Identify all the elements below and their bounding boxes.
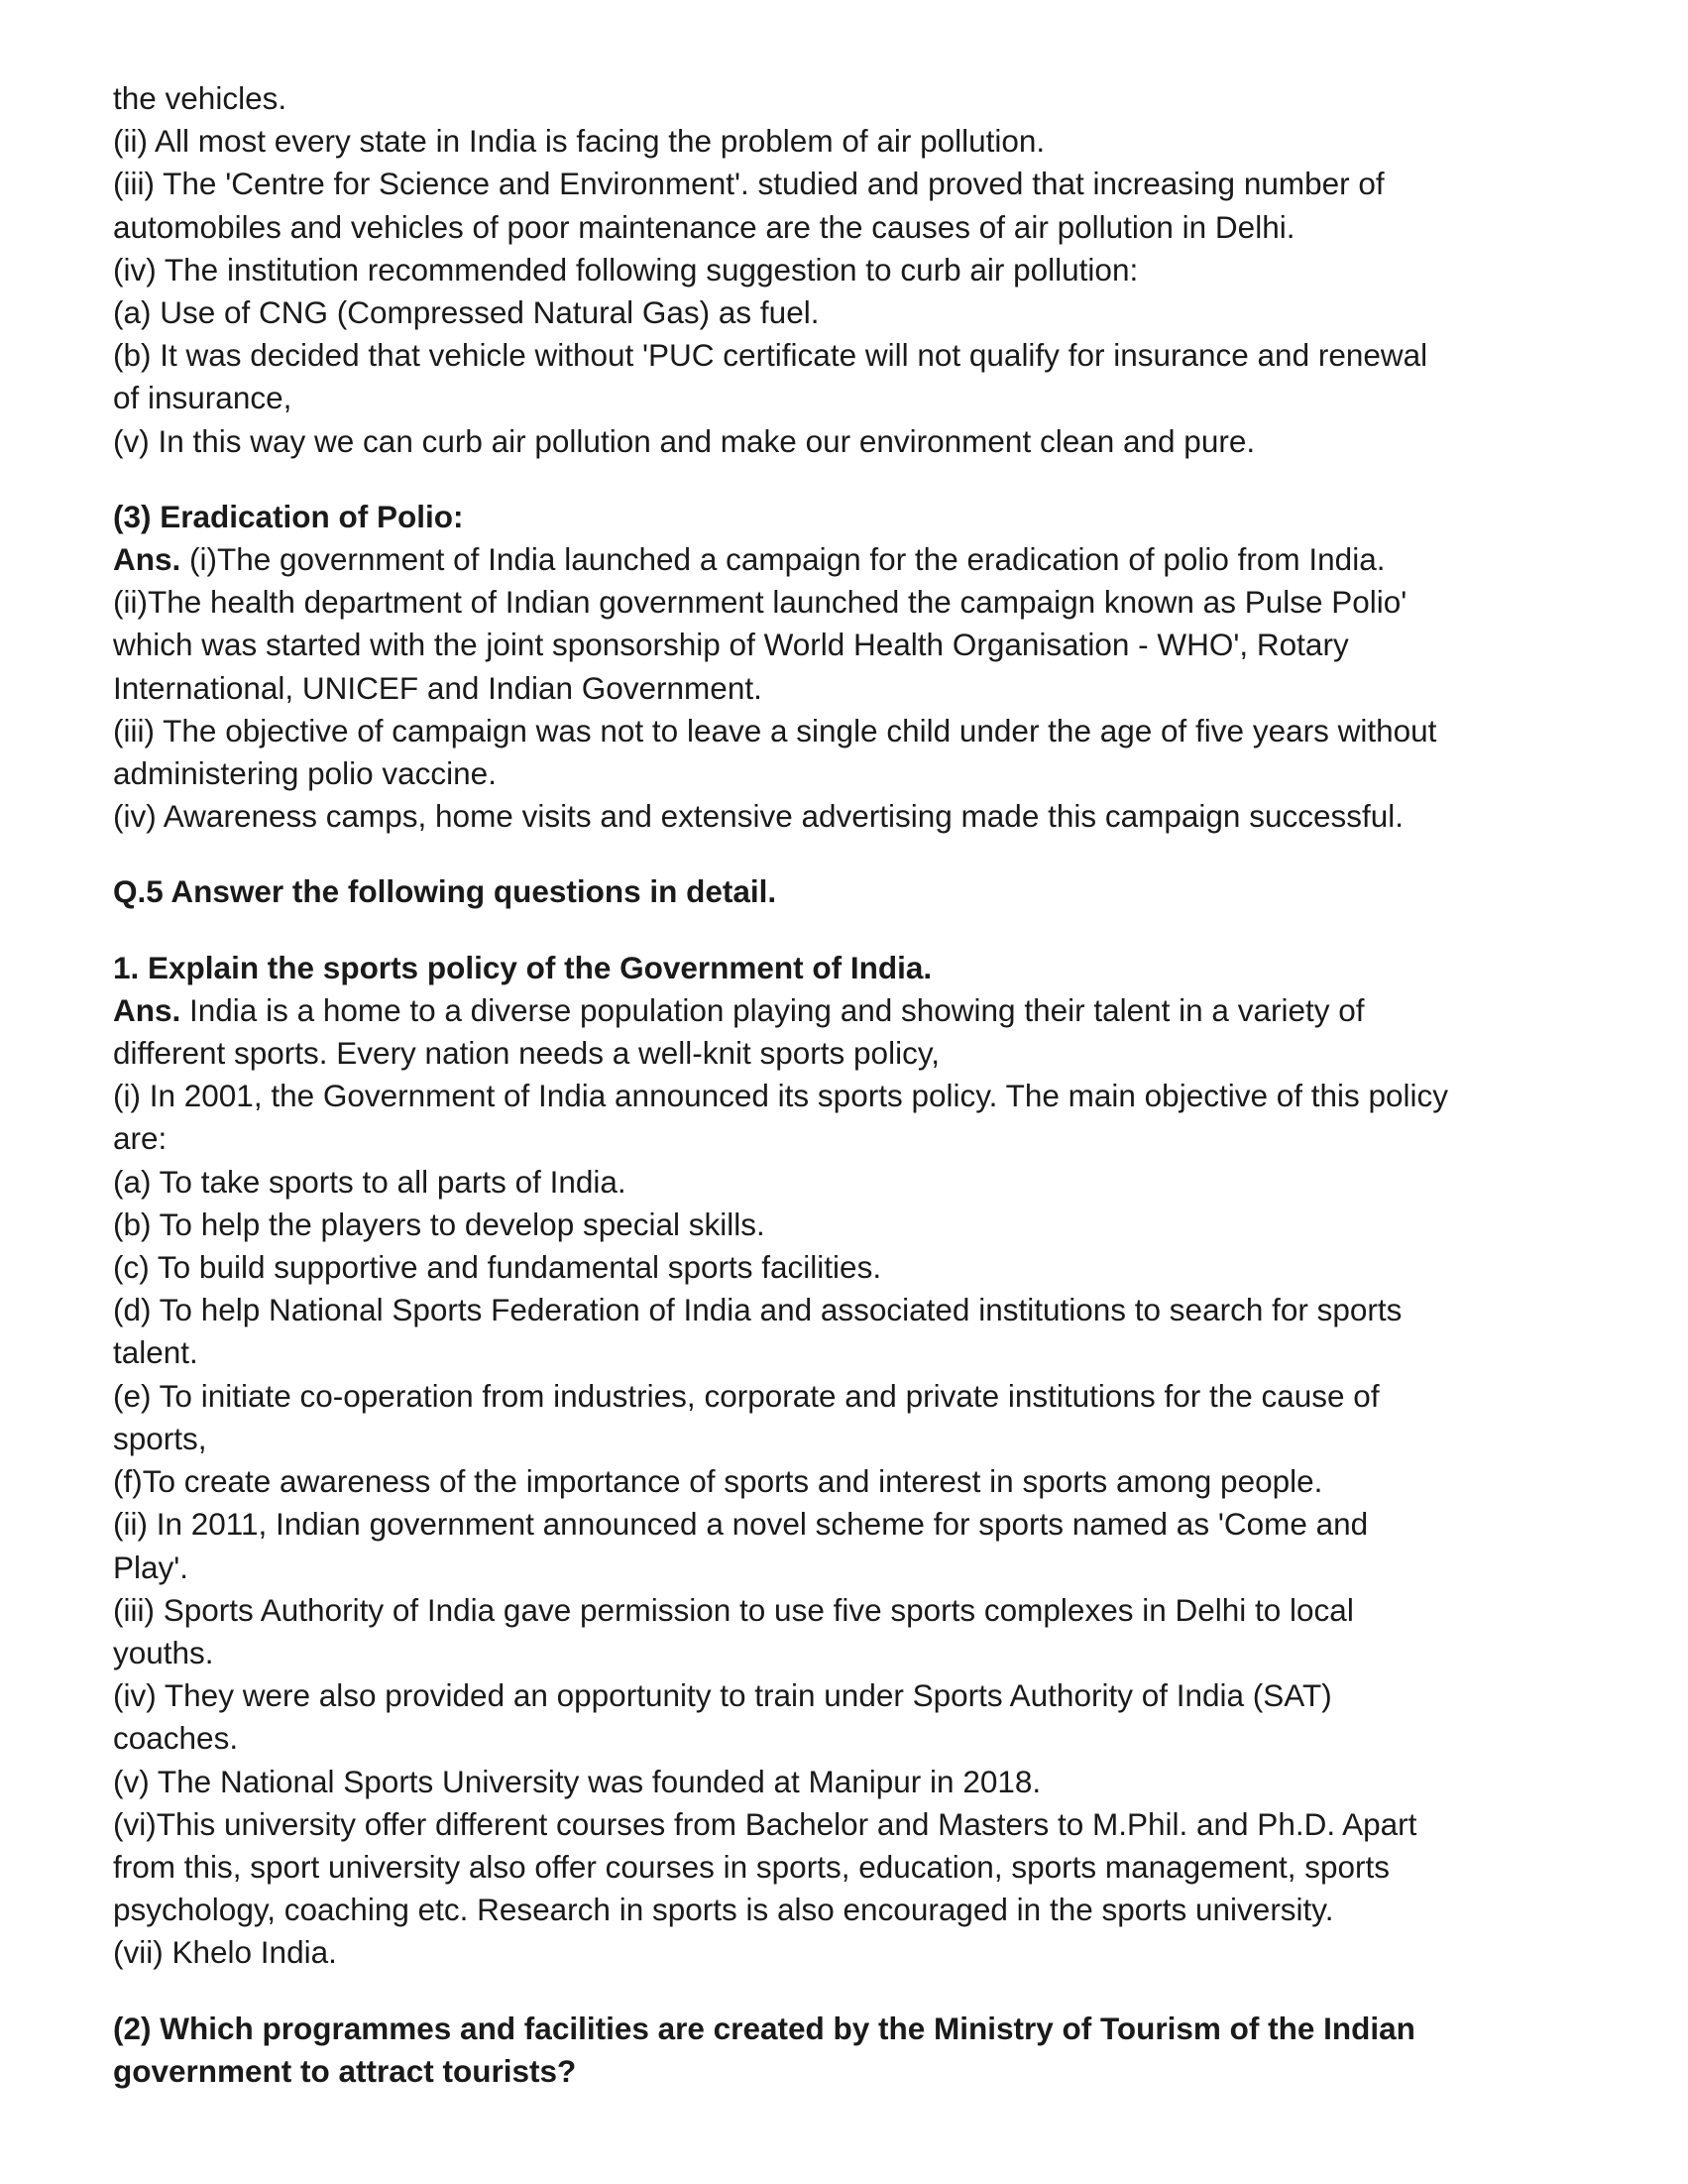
text-line: (i) In 2001, the Government of India announced its sports policy. The main objective of this policy (113, 1078, 1449, 1114)
text-line: (ii)The health department of Indian government launched the campaign known as Pulse Polio' (113, 584, 1407, 621)
text-line: of insurance, (113, 380, 292, 416)
text-line: (ii) In 2011, Indian government announced a novel scheme for sports named as 'Come and (113, 1506, 1369, 1543)
text-line: administering polio vaccine. (113, 755, 497, 792)
polio-section (113, 496, 1570, 839)
text-line: (v) In this way we can curb air pollution and make our environment clean and pure. (113, 422, 1256, 459)
text-line: different sports. Every nation needs a well-knit sports policy, (113, 1035, 940, 1072)
text-line: youths. (113, 1634, 214, 1670)
text-line: (iv) They were also provided an opportunity to train under Sports Authority of India (SAT) (113, 1677, 1332, 1714)
spacer (113, 463, 1570, 496)
text-line: (a) To take sports to all parts of India. (113, 1163, 626, 1200)
text-line: (e) To initiate co-operation from industries, corporate and private institutions for the cause of (113, 1377, 1380, 1414)
text-line: sports, (113, 1420, 207, 1456)
text-line: talent. (113, 1334, 198, 1371)
spacer (113, 838, 1570, 870)
text-line: (iv) The institution recommended following suggestion to curb air pollution: (113, 251, 1139, 287)
text-line: (a) Use of CNG (Compressed Natural Gas) as fuel. (113, 294, 820, 331)
tourism-question-heading-cont: government to attract tourists? (113, 2052, 577, 2089)
text-line: (vii) Khelo India. (113, 1934, 337, 1971)
text-line: automobiles and vehicles of poor maintenance are the causes of air pollution in Delhi. (113, 208, 1295, 245)
text-line: Play'. (113, 1549, 189, 1585)
text-line: (b) To help the players to develop special skills. (113, 1206, 765, 1242)
text-line: International, UNICEF and Indian Government. (113, 669, 762, 706)
text-line: (ii) All most every state in India is facing the problem of air pollution. (113, 123, 1046, 160)
q5-heading: Q.5 Answer the following questions in detail. (113, 873, 777, 910)
tourism-question-heading: (2) Which programmes and facilities are created by the Ministry of Tourism of the Indian (113, 2010, 1415, 2046)
text-line: from this, sport university also offer courses in sports, education, sports management, sports (113, 1848, 1390, 1885)
spacer (113, 914, 1570, 947)
text-line: (iii) Sports Authority of India gave permission to use five sports complexes in Delhi to local (113, 1591, 1354, 1628)
text-line: (iii) The 'Centre for Science and Environment'. studied and proved that increasing number of (113, 166, 1385, 202)
document-body (113, 77, 1570, 2093)
sports-question-heading: 1. Explain the sports policy of the Government of India. (113, 949, 933, 985)
sports-policy-section (113, 947, 1570, 1975)
text-line: (c) To build supportive and fundamental sports facilities. (113, 1249, 882, 1286)
ans-label: Ans. (113, 991, 181, 1028)
polio-heading: (3) Eradication of Polio: (113, 498, 464, 534)
text-line: (iii) The objective of campaign was not to leave a single child under the age of five years without (113, 712, 1437, 748)
sports-answer-first-line (113, 989, 1570, 1032)
polio-answer-first-line (113, 538, 1570, 581)
text-line: (b) It was decided that vehicle without 'PUC certificate will not qualify for insurance and renewal (113, 337, 1428, 374)
answer-text: (i)The government of India launched a campaign for the eradication of polio from India. (180, 541, 1386, 578)
text-line: the vehicles. (113, 80, 287, 116)
text-line: (d) To help National Sports Federation of India and associated institutions to search for sports (113, 1292, 1403, 1328)
text-line: psychology, coaching etc. Research in sports is also encouraged in the sports university. (113, 1892, 1334, 1928)
ans-label: Ans. (113, 541, 181, 578)
text-line: (vi)This university offer different courses from Bachelor and Masters to M.Phil. and Ph.D. Apart (113, 1805, 1417, 1842)
text-line: (iv) Awareness camps, home visits and extensive advertising made this campaign successful. (113, 798, 1405, 835)
q5-section (113, 870, 1570, 913)
text-line: (v) The National Sports University was founded at Manipur in 2018. (113, 1763, 1042, 1799)
text-line: which was started with the joint sponsorship of World Health Organisation - WHO', Rotary (113, 627, 1349, 663)
text-line: (f)To create awareness of the importance of sports and interest in sports among people. (113, 1463, 1323, 1500)
text-line: are: (113, 1120, 168, 1157)
air-pollution-continuation (113, 77, 1570, 463)
spacer (113, 1975, 1570, 2008)
answer-text: India is a home to a diverse population playing and showing their talent in a variety of (180, 991, 1365, 1028)
text-line: coaches. (113, 1720, 239, 1757)
tourism-section (113, 2008, 1570, 2093)
